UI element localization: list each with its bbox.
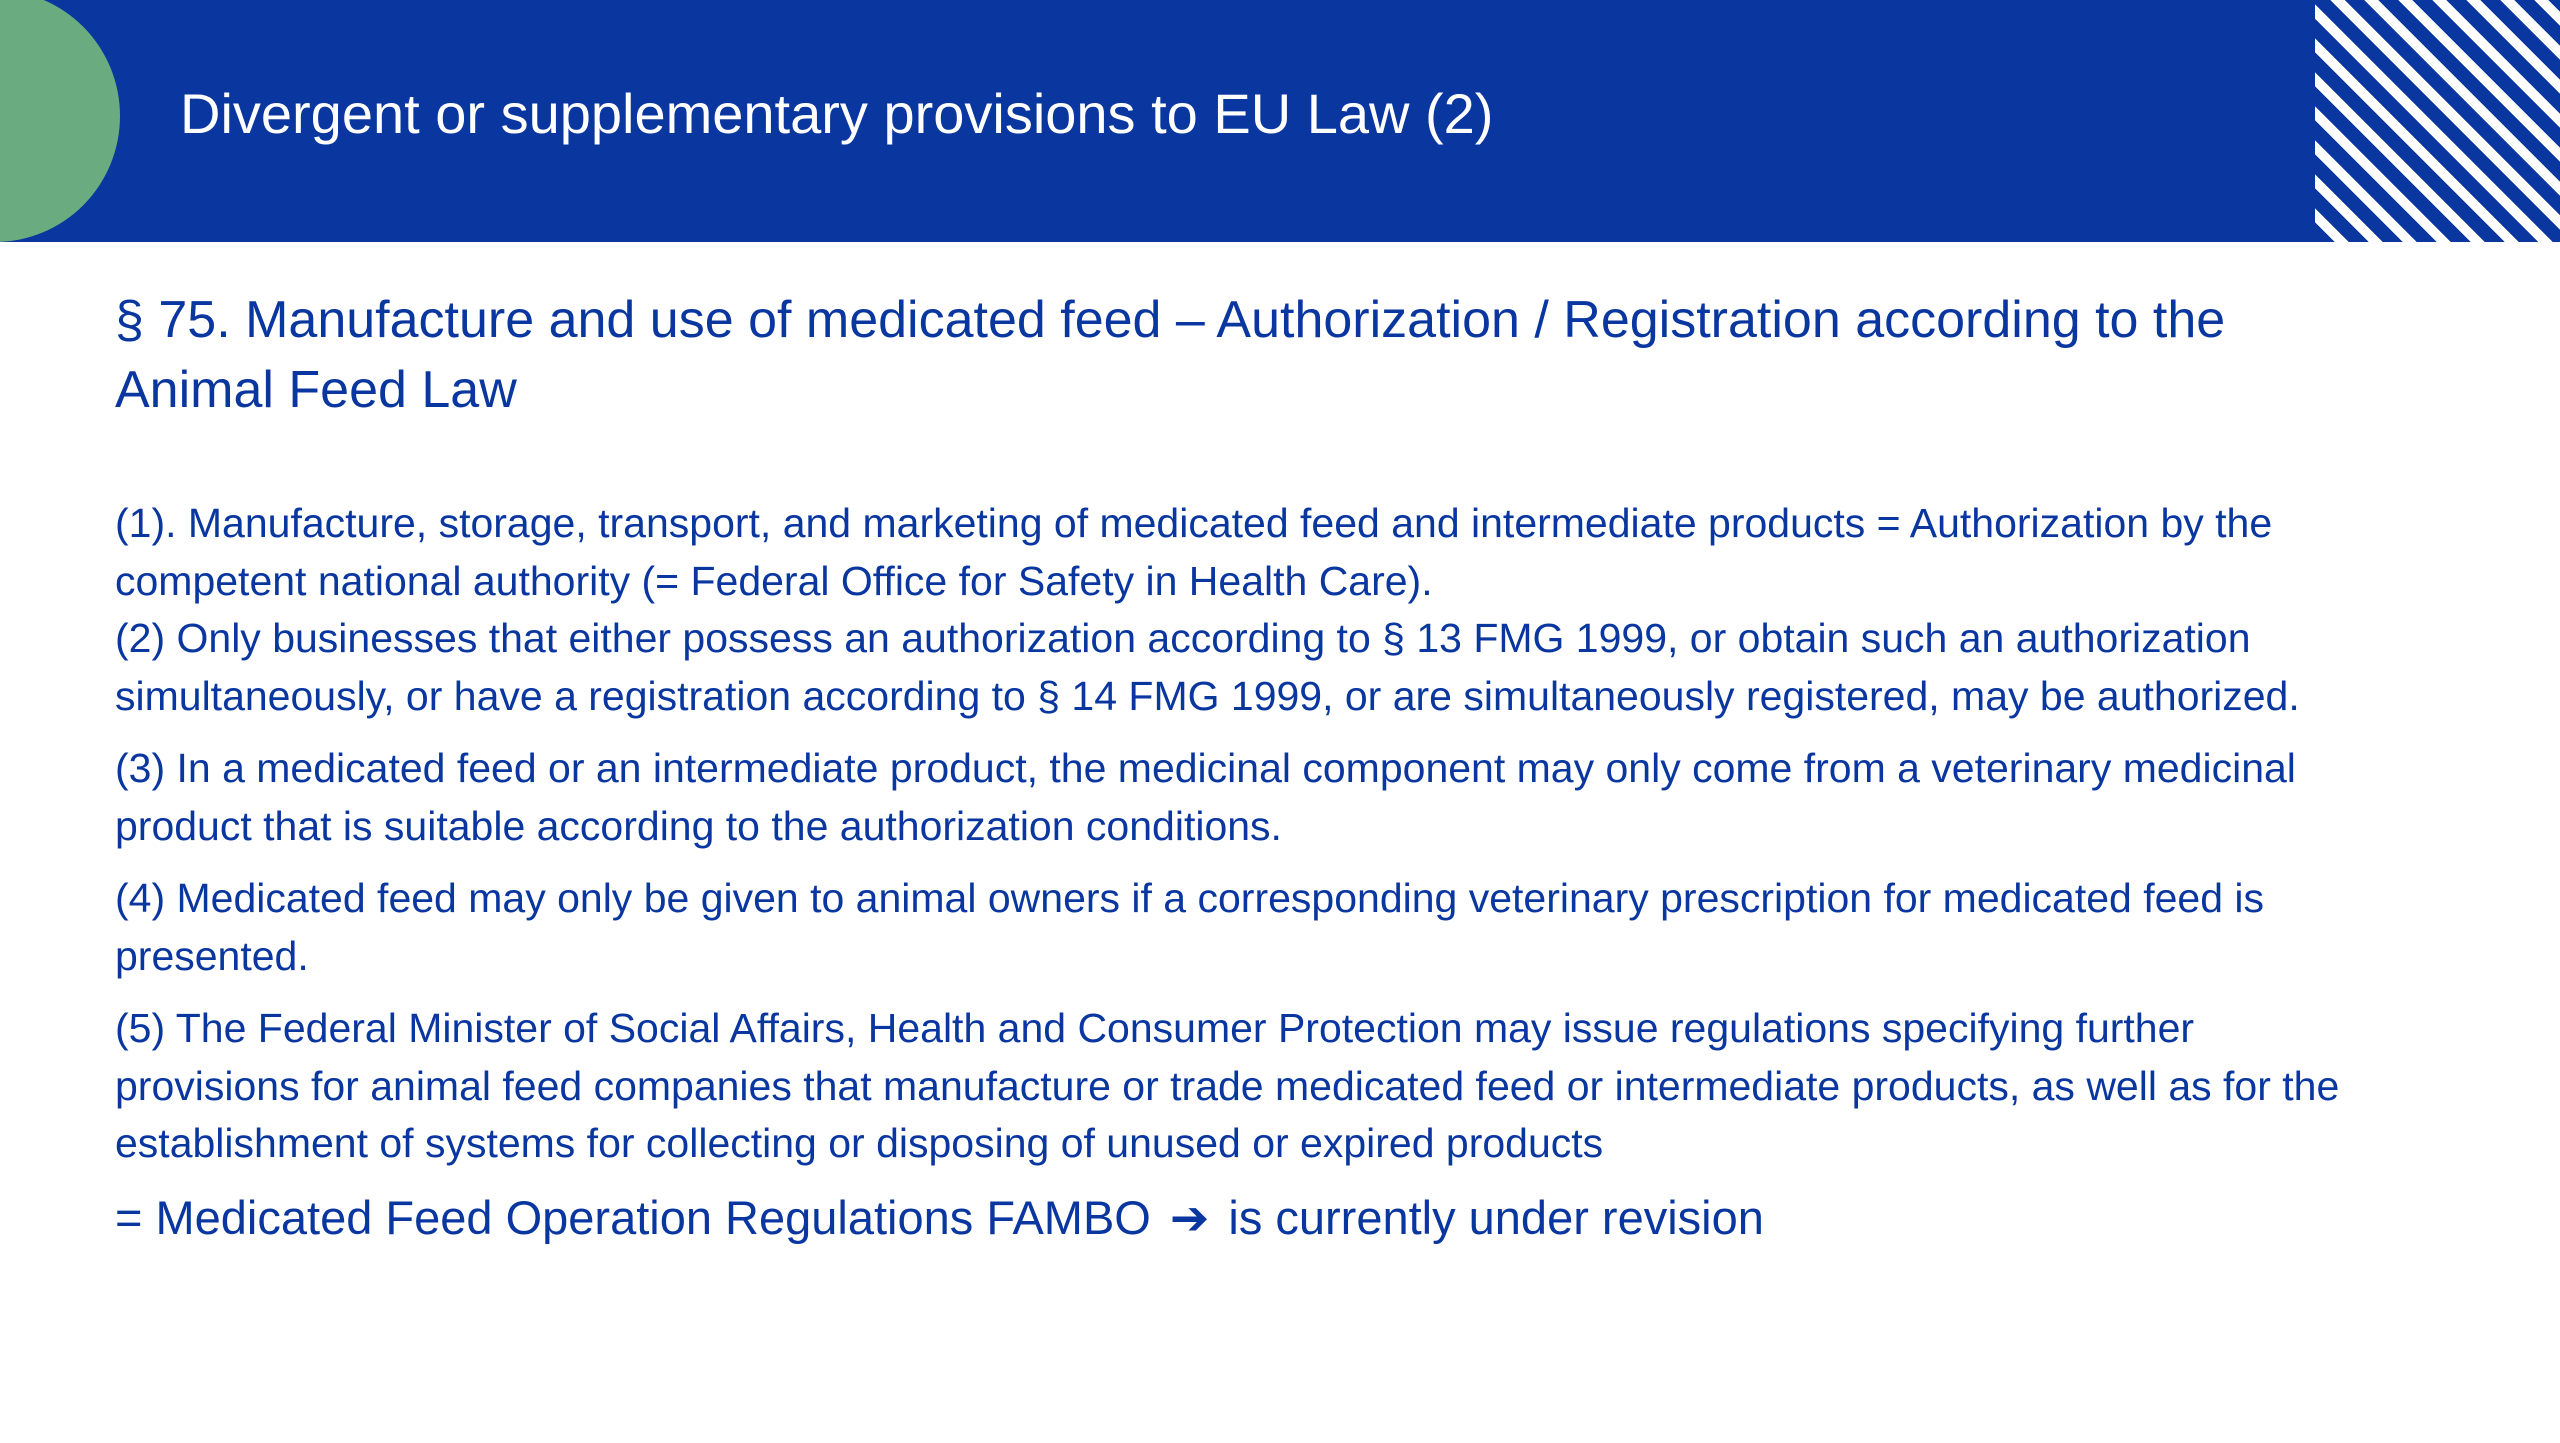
section-heading: § 75. Manufacture and use of medicated feed – Authorization / Registration according to the Animal Feed Law [115, 291, 2226, 419]
paragraph-2: (2) Only businesses that either possess an authorization according to § 13 FMG 1999, or obtain such an authorization simultaneously, or have a registration according to § 14 FMG 1999, or are simultaneously registered, may be authorized. [115, 615, 2300, 719]
summary-line [115, 1187, 2375, 1250]
slide-content [115, 285, 2375, 1297]
summary-regulation: = Medicated Feed Operation Regulations FAMBO [115, 1190, 1151, 1244]
arrow-right-icon: ➔ [1169, 1190, 1210, 1246]
paragraph-1: (1). Manufacture, storage, transport, and marketing of medicated feed and intermediate products = Authorization by the competent national authority (= Federal Office for Safety in Health Care). [115, 500, 2273, 604]
slide-header [0, 0, 2560, 242]
paragraph-4: (4) Medicated feed may only be given to animal owners if a corresponding veterinary prescription for medicated feed is presented. [115, 875, 2265, 979]
paragraph-3: (3) In a medicated feed or an intermediate product, the medicinal component may only come from a veterinary medicinal product that is suitable according to the authorization conditions. [115, 745, 2296, 849]
summary-status: is currently under revision [1228, 1190, 1764, 1244]
green-circle-decoration [0, 0, 121, 242]
diagonal-stripes-decoration [2315, 0, 2560, 242]
paragraph-5: (5) The Federal Minister of Social Affairs, Health and Consumer Protection may issue regulations specifying further provisions for animal feed companies that manufacture or trade medicated feed or intermediate products, as well as for the establishment of systems for collecting or disposing of unused or expired products [115, 1005, 2340, 1166]
slide-title: Divergent or supplementary provisions to EU Law (2) [180, 82, 1494, 145]
